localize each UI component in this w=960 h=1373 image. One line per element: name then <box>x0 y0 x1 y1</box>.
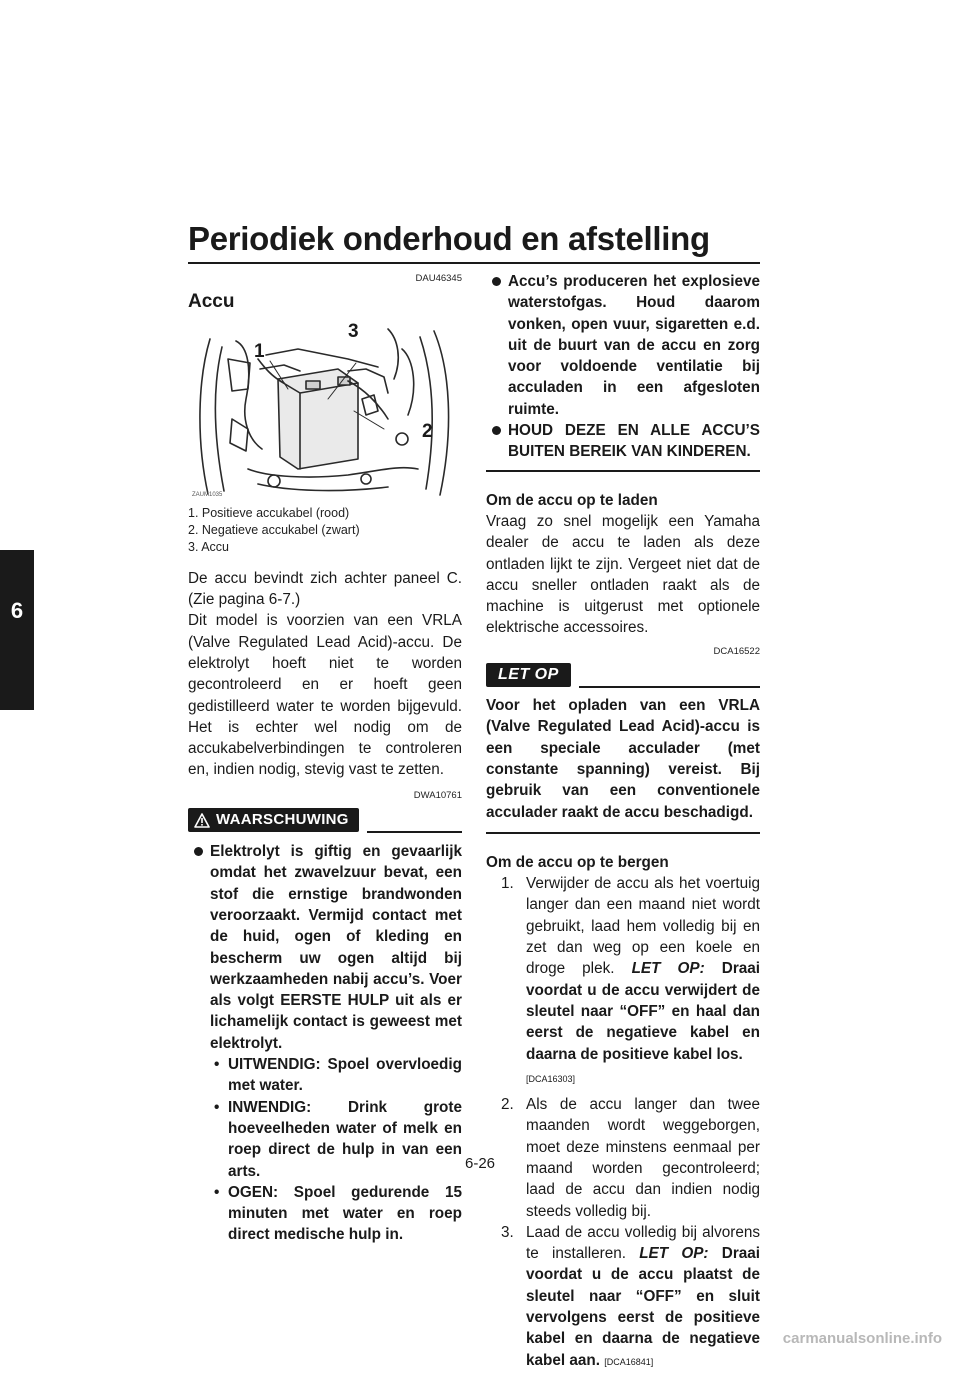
notice-rule <box>579 686 760 688</box>
step-notice-label: LET OP: <box>639 1245 709 1263</box>
notice-end-rule <box>486 832 760 834</box>
warning-end-rule <box>486 470 760 472</box>
charge-title: Om de accu op te laden <box>486 491 658 509</box>
first-aid-item: • OGEN: Spoel gedurende 15 minuten met water en roep direct medische hulp in. <box>210 1182 462 1246</box>
store-title: Om de accu op te bergen <box>486 853 669 871</box>
vrla-paragraph: Dit model is voorzien van een VRLA (Valve Regulated Lead Acid)-accu. De elektrolyt hoeft niet te worden gecontroleerd en er hoeft geen gedistilleerd water te worden bijgevuld. Het is echter wel nodig om de accukabelverbindingen te controleren en, indien nodig, stevig vast te zetten. <box>188 612 462 779</box>
warning-list <box>188 841 462 1246</box>
section-code: DAU46345 <box>415 273 462 284</box>
warning-bullet: HOUD DEZE EN ALLE ACCU’S BUITEN BEREIK VAN KINDEREN. <box>486 420 760 463</box>
store-step <box>486 873 760 1090</box>
warning-bullet: Accu’s produceren het explosieve waterstofgas. Houd daarom vonken, open vuur, sigaretten e.d. uit de buurt van de accu en zorg voor voldoende ventilatie bij acculaden in een afgesloten ruimte. <box>486 271 760 420</box>
warning-bullet-text: Elektrolyt is giftig en gevaarlijk omdat het zwavelzuur bevat, een stof die ernstige brandwonden veroorzaakt. Vermijd contact met de huid, ogen of kleding en bescherm uw ogen altijd bij werkzaamheden nabij accu’s. Voer als volgt EERSTE HULP uit als er lichamelijk contact is geweest met elektrolyt. <box>210 843 462 1052</box>
section-title: Accu <box>188 291 235 313</box>
first-aid-item: • UITWENDIG: Spoel overvloedig met water. <box>210 1054 462 1097</box>
page-title: Periodiek onderhoud en afstelling <box>188 220 710 257</box>
first-aid-item: • INWENDIG: Drink grote hoeveelheden water of melk en roep direct de hulp in van een arts. <box>210 1097 462 1182</box>
chapter-number: 6 <box>10 598 24 623</box>
step-text: Verwijder de accu als het voertuig langer dan een maand niet wordt gebruikt, laad hem volledig bij en zet dan weg op een koele en droge plek. <box>526 875 760 978</box>
warning-list-continued <box>486 271 760 463</box>
figure-label-1: 1 <box>254 340 265 362</box>
step-code: [DCA16841] <box>604 1356 654 1367</box>
left-column <box>188 268 462 1246</box>
warning-code: DWA10761 <box>413 789 462 801</box>
warning-badge <box>188 808 359 832</box>
notice-header <box>486 662 760 688</box>
notice-text: Voor het opladen van een VRLA (Valve Regulated Lead Acid)-accu is een speciale acculader (met constante spanning) vereist. Bij gebruik van een conventionele acculader raakt de accu beschadigd. <box>486 697 760 821</box>
watermark: carmanualsonline.info <box>782 1330 942 1347</box>
warning-badge-label: WAARSCHUWING <box>216 811 349 829</box>
first-aid-list <box>210 1054 462 1246</box>
notice-badge: LET OP <box>486 663 571 687</box>
caption-item: 1. Positieve accukabel (rood) <box>188 505 350 520</box>
location-paragraph: De accu bevindt zich achter paneel C. (Zie pagina 6-7.) <box>188 569 462 609</box>
right-column <box>486 271 760 1373</box>
step-notice-text: Draai voordat u de accu verwijdert de sleutel naar “OFF” en haal dan eerst de negatieve kabel en daarna de positieve kabel los. <box>526 960 761 1063</box>
figure-captions <box>188 505 462 557</box>
header-rule <box>188 262 760 264</box>
page-number: 6-26 <box>464 1155 496 1172</box>
step-number: 2. <box>501 1096 514 1114</box>
step-text: Als de accu langer dan twee maanden wordt weggeborgen, moet deze minstens eenmaal per maand worden gecontroleerd; laad de accu dan indien nodig steeds volledig bij. <box>526 1096 760 1220</box>
warning-rule <box>367 831 462 833</box>
caption-item: 3. Accu <box>188 540 229 555</box>
notice-code: DCA16522 <box>713 645 760 657</box>
warning-bullet <box>188 841 462 1246</box>
step-number: 1. <box>501 875 514 893</box>
battery-figure <box>188 319 462 499</box>
chapter-tab <box>0 550 34 710</box>
charge-text: Vraag zo snel mogelijk een Yamaha dealer de accu te laden als deze ontladen lijkt te zijn. Vergeet niet dat de accu sneller ontladen raakt als de machine is uitgerust met optionele elektrische accessoires. <box>486 512 760 637</box>
step-code: [DCA16303] <box>526 1073 576 1084</box>
warning-header <box>188 807 462 833</box>
figure-image-code: ZAUM1035 <box>192 491 223 498</box>
step-text: Laad de accu volledig bij alvorens te installeren. <box>526 1223 760 1263</box>
caption-item: 2. Negatieve accukabel (zwart) <box>188 523 360 537</box>
store-steps <box>486 873 760 1373</box>
battery-illustration <box>188 319 462 499</box>
warning-triangle-icon <box>194 813 210 828</box>
store-step <box>486 1222 760 1373</box>
step-notice-label: LET OP: <box>631 960 705 978</box>
store-step <box>486 1094 760 1222</box>
step-notice-text: Draai voordat u de accu plaatst de sleutel naar “OFF” en sluit vervolgens eerst de positieve kabel en daarna de negatieve kabel aan. <box>526 1245 761 1369</box>
step-number: 3. <box>501 1223 514 1241</box>
figure-label-3: 3 <box>348 320 359 342</box>
figure-label-2: 2 <box>422 420 433 442</box>
